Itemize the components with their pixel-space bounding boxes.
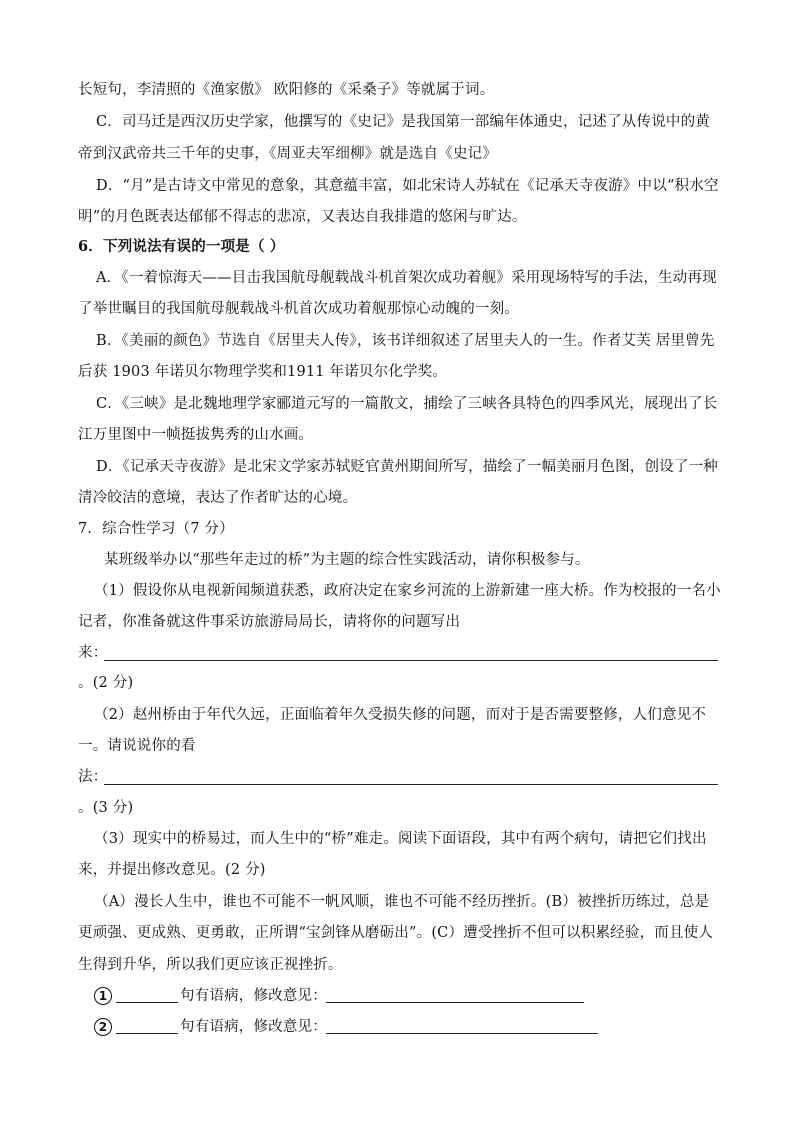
q7-passage-line3: 生得到升华，所以我们更应该正视挫折。 xyxy=(78,957,343,973)
q7-part2-line2: 一。请说说你的看 xyxy=(78,738,196,754)
q7-part1-prefix: 来： xyxy=(78,645,108,661)
answer-2-revision-blank[interactable] xyxy=(326,1033,598,1034)
answer-1-sentence-blank[interactable] xyxy=(116,1002,178,1003)
q7-passage-line2: 更顽强、更成熟、更勇敢，正所谓“宝剑锋从磨砺出”。(C）遭受挫折不但可以积累经验，而且使人 xyxy=(78,925,714,941)
q6-option-d-line1: D．《记承天寺夜游》是北宋文学家苏轼贬官黄州期间所写，描绘了一幅美丽月色图，创设了一种 xyxy=(96,459,718,475)
q7-part1-line1: （1）假设你从电视新闻频道获悉，政府决定在家乡河流的上游新建一座大桥。作为校报的一名小 xyxy=(94,583,721,599)
q7-heading: 7．综合性学习（7 分） xyxy=(78,521,234,537)
q6-option-c-line1: C．《三峡》是北魏地理学家郦道元写的一篇散文，捕绘了三峡各具特色的四季风光，展现出了长 xyxy=(96,396,718,412)
answer-row-1 xyxy=(94,986,114,1006)
answer-2-sentence-blank[interactable] xyxy=(116,1033,178,1034)
q6-option-b-line2: 后获 1903 年诺贝尔物理学奖和1911 年诺贝尔化学奖。 xyxy=(78,364,448,380)
answer-2-label: 句有语病，修改意见： xyxy=(180,1019,327,1035)
q7-part1-answer-line[interactable] xyxy=(104,660,718,661)
q5-option-c-line2: 帝到汉武帝共三千年的史事，《周亚夫军细柳》就是选自《史记》 xyxy=(78,146,498,162)
q7-part1-score: 。(2 分) xyxy=(78,675,134,691)
q7-part3-line1: （3）现实中的桥易过，而人生中的“桥”难走。阅读下面语段，其中有两个病句，请把它们找出 xyxy=(94,831,707,847)
q5-option-d-line1: D．“月”是古诗文中常见的意象，其意蕴丰富，如北宋诗人苏轼在《记承天寺夜游》中以“积水空 xyxy=(96,178,719,194)
answer-1-label: 句有语病，修改意见： xyxy=(180,988,327,1004)
q5-option-b-line2: 长短句，李清照的《渔家傲》 欧阳修的《采桑子》等就属于词。 xyxy=(78,82,495,98)
q6-option-a-line1: A．《一着惊海天——目击我国航母舰载战斗机首架次成功着舰》采用现场特写的手法，生动再现 xyxy=(96,270,717,286)
q5-option-d-line2: 明”的月色既表达郁郁不得志的悲凉，又表达自我排遣的悠闲与旷达。 xyxy=(78,209,527,225)
circled-number-1: 1 xyxy=(94,987,112,1005)
q6-option-c-line2: 江万里图中一帧挺拔隽秀的山水画。 xyxy=(78,427,314,443)
q7-part3-line2: 来，并提出修改意见。(2 分) xyxy=(78,862,266,878)
q7-part2-prefix: 法： xyxy=(78,769,108,785)
q5-option-c-line1: C．司马迁是西汉历史学家，他撰写的《史记》是我国第一部编年体通史，记述了从传说中的黄 xyxy=(96,114,710,130)
q6-option-a-line2: 了举世瞩目的我国航母舰载战斗机首次成功着舰那惊心动魄的一刻。 xyxy=(78,301,519,317)
answer-1-revision-blank[interactable] xyxy=(326,1002,584,1003)
q6-option-b-line1: B．《美丽的颜色》节选自《居里夫人传》，该书详细叙述了居里夫人的一生。作者艾芙 居里曾先 xyxy=(96,333,715,349)
q7-part2-line1: （2）赵州桥由于年代久远，正面临着年久受损失修的问题，而对于是否需要整修，人们意见不 xyxy=(94,707,707,723)
q7-passage-line1: （A）漫长人生中，谁也不可能不一帆风顺，谁也不可能不经历挫折。(B）被挫折历练过，总是 xyxy=(94,894,710,910)
q6-stem: 6．下列说法有误的一项是（ ） xyxy=(78,238,285,255)
q7-intro: 某班级举办以“那些年走过的桥”为主题的综合性实践活动，请你积极参与。 xyxy=(104,552,590,568)
answer-row-2 xyxy=(94,1017,114,1037)
q7-part2-score: 。(3 分) xyxy=(78,800,134,816)
q6-option-d-line2: 清冷皎洁的意境，表达了作者旷达的心境。 xyxy=(78,490,358,506)
q7-part2-answer-line[interactable] xyxy=(104,784,718,785)
q7-part1-line2: 记者，你准备就这件事采访旅游局局长，请将你的问题写出 xyxy=(78,614,461,630)
circled-number-2: 2 xyxy=(94,1018,112,1036)
